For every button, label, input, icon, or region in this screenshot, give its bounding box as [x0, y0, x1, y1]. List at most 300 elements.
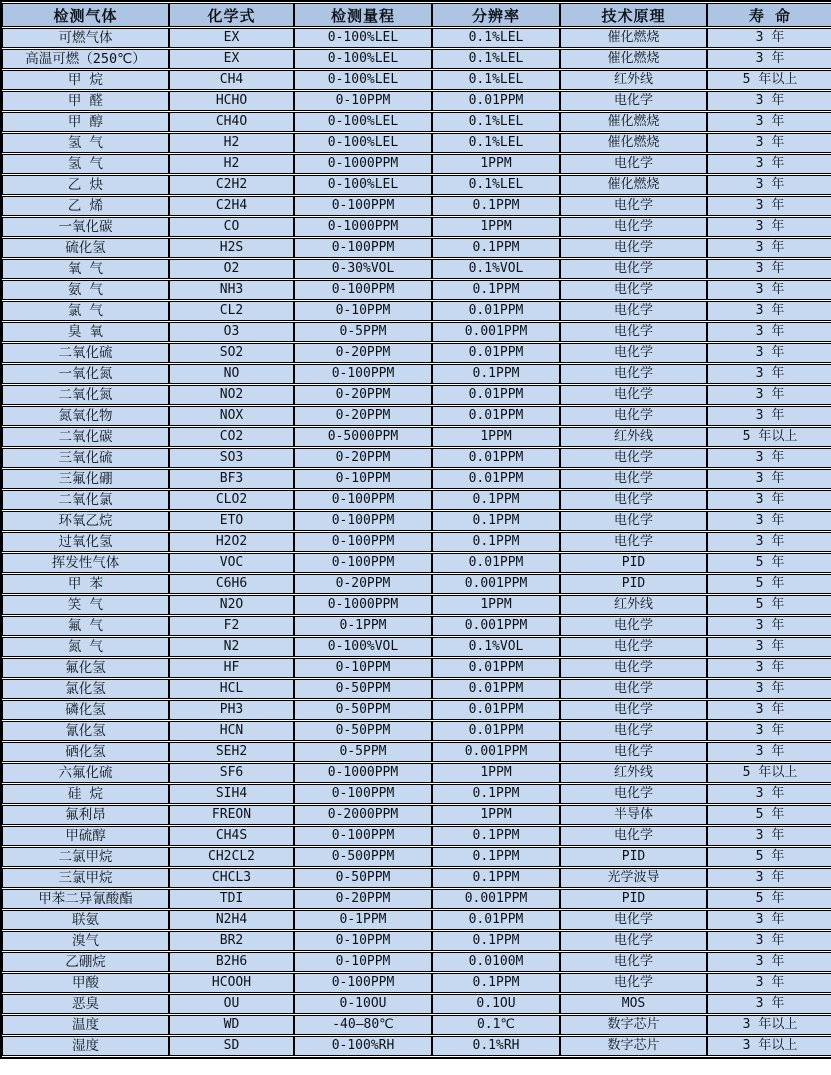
cell-technology-principle: 催化燃烧 — [560, 49, 707, 69]
cell-resolution: 0.01PPM — [432, 343, 560, 363]
column-header-technology-principle: 技术原理 — [560, 3, 707, 27]
cell-detection-gas: 氯化氢 — [2, 679, 169, 699]
cell-lifespan: 3 年 — [707, 175, 831, 195]
cell-lifespan: 3 年 — [707, 952, 831, 972]
cell-detection-range: 0-10PPM — [294, 301, 432, 321]
cell-chemical-formula: SO2 — [169, 343, 294, 363]
table-row — [2, 427, 831, 447]
cell-chemical-formula: EX — [169, 28, 294, 48]
cell-resolution: 1PPM — [432, 154, 560, 174]
cell-lifespan: 3 年 — [707, 742, 831, 762]
cell-detection-range: 0-1000PPM — [294, 217, 432, 237]
cell-technology-principle: 光学波导 — [560, 868, 707, 888]
cell-detection-gas: 乙 烯 — [2, 196, 169, 216]
cell-detection-gas: 二氧化硫 — [2, 343, 169, 363]
table-row — [2, 973, 831, 993]
cell-chemical-formula: TDI — [169, 889, 294, 909]
cell-chemical-formula: N2H4 — [169, 910, 294, 930]
cell-resolution: 0.01PPM — [432, 658, 560, 678]
cell-detection-gas: 可燃气体 — [2, 28, 169, 48]
cell-detection-range: 0-100PPM — [294, 238, 432, 258]
cell-technology-principle: 半导体 — [560, 805, 707, 825]
cell-detection-gas: 溴气 — [2, 931, 169, 951]
cell-detection-gas: 挥发性气体 — [2, 553, 169, 573]
cell-technology-principle: 电化学 — [560, 406, 707, 426]
cell-technology-principle: 电化学 — [560, 322, 707, 342]
cell-technology-principle: 电化学 — [560, 385, 707, 405]
cell-detection-gas: 甲 醛 — [2, 91, 169, 111]
cell-chemical-formula: C2H2 — [169, 175, 294, 195]
cell-detection-gas: 氮 气 — [2, 637, 169, 657]
table-row — [2, 616, 831, 636]
cell-detection-gas: 二氧化氮 — [2, 385, 169, 405]
cell-detection-gas: 硅 烷 — [2, 784, 169, 804]
cell-detection-range: 0-100PPM — [294, 973, 432, 993]
cell-lifespan: 3 年 — [707, 910, 831, 930]
cell-resolution: 0.001PPM — [432, 742, 560, 762]
cell-detection-gas: 氧 气 — [2, 259, 169, 279]
cell-detection-gas: 磷化氢 — [2, 700, 169, 720]
cell-detection-gas: 氟化氢 — [2, 658, 169, 678]
table-row — [2, 406, 831, 426]
cell-detection-gas: 高温可燃（250℃） — [2, 49, 169, 69]
cell-chemical-formula: HCOOH — [169, 973, 294, 993]
cell-chemical-formula: BF3 — [169, 469, 294, 489]
cell-resolution: 0.1PPM — [432, 868, 560, 888]
cell-technology-principle: 红外线 — [560, 70, 707, 90]
cell-resolution: 0.01PPM — [432, 385, 560, 405]
cell-lifespan: 5 年 — [707, 553, 831, 573]
cell-chemical-formula: HCN — [169, 721, 294, 741]
cell-chemical-formula: CL2 — [169, 301, 294, 321]
cell-chemical-formula: WD — [169, 1015, 294, 1035]
cell-resolution: 0.001PPM — [432, 574, 560, 594]
cell-detection-gas: 一氧化碳 — [2, 217, 169, 237]
table-row — [2, 112, 831, 132]
cell-lifespan: 3 年 — [707, 49, 831, 69]
cell-chemical-formula: C2H4 — [169, 196, 294, 216]
cell-chemical-formula: CHCL3 — [169, 868, 294, 888]
cell-resolution: 0.1℃ — [432, 1015, 560, 1035]
cell-lifespan: 3 年 — [707, 826, 831, 846]
table-row — [2, 364, 831, 384]
cell-technology-principle: 电化学 — [560, 700, 707, 720]
table-row — [2, 196, 831, 216]
cell-detection-range: 0-100%LEL — [294, 28, 432, 48]
column-header-lifespan: 寿 命 — [707, 3, 831, 27]
cell-detection-gas: 二氧化碳 — [2, 427, 169, 447]
cell-detection-gas: 硫化氢 — [2, 238, 169, 258]
column-header-detection-gas: 检测气体 — [2, 3, 169, 27]
table-row — [2, 133, 831, 153]
cell-technology-principle: 电化学 — [560, 532, 707, 552]
cell-chemical-formula: FREON — [169, 805, 294, 825]
table-row — [2, 1036, 831, 1056]
cell-detection-gas: 过氧化氢 — [2, 532, 169, 552]
cell-chemical-formula: HCHO — [169, 91, 294, 111]
cell-technology-principle: PID — [560, 553, 707, 573]
cell-resolution: 0.001PPM — [432, 616, 560, 636]
cell-resolution: 0.1PPM — [432, 847, 560, 867]
cell-detection-range: 0-1PPM — [294, 910, 432, 930]
cell-resolution: 0.0100M — [432, 952, 560, 972]
cell-detection-range: 0-100PPM — [294, 784, 432, 804]
cell-resolution: 1PPM — [432, 217, 560, 237]
cell-technology-principle: 电化学 — [560, 259, 707, 279]
cell-detection-gas: 温度 — [2, 1015, 169, 1035]
cell-lifespan: 3 年 — [707, 784, 831, 804]
cell-technology-principle: 电化学 — [560, 931, 707, 951]
cell-chemical-formula: CH2CL2 — [169, 847, 294, 867]
cell-resolution: 0.1PPM — [432, 490, 560, 510]
cell-technology-principle: 红外线 — [560, 595, 707, 615]
cell-lifespan: 3 年 — [707, 973, 831, 993]
table-row — [2, 637, 831, 657]
cell-resolution: 0.1PPM — [432, 784, 560, 804]
cell-resolution: 0.01PPM — [432, 301, 560, 321]
cell-chemical-formula: O2 — [169, 259, 294, 279]
cell-chemical-formula: NO2 — [169, 385, 294, 405]
cell-detection-range: 0-2000PPM — [294, 805, 432, 825]
cell-technology-principle: 电化学 — [560, 448, 707, 468]
cell-detection-range: 0-1000PPM — [294, 154, 432, 174]
cell-resolution: 0.01PPM — [432, 448, 560, 468]
cell-technology-principle: 电化学 — [560, 511, 707, 531]
cell-lifespan: 3 年 — [707, 700, 831, 720]
cell-chemical-formula: SO3 — [169, 448, 294, 468]
cell-lifespan: 3 年 — [707, 364, 831, 384]
cell-resolution: 0.01PPM — [432, 553, 560, 573]
cell-detection-gas: 甲 苯 — [2, 574, 169, 594]
cell-detection-gas: 三氟化硼 — [2, 469, 169, 489]
cell-detection-range: 0-100PPM — [294, 490, 432, 510]
cell-detection-range: 0-10PPM — [294, 469, 432, 489]
cell-lifespan: 3 年 — [707, 322, 831, 342]
cell-technology-principle: 电化学 — [560, 784, 707, 804]
cell-detection-gas: 氟利昂 — [2, 805, 169, 825]
cell-technology-principle: 催化燃烧 — [560, 175, 707, 195]
cell-detection-range: 0-50PPM — [294, 868, 432, 888]
table-row — [2, 574, 831, 594]
cell-chemical-formula: O3 — [169, 322, 294, 342]
cell-technology-principle: 电化学 — [560, 196, 707, 216]
cell-chemical-formula: CH4 — [169, 70, 294, 90]
table-row — [2, 301, 831, 321]
cell-detection-range: 0-5PPM — [294, 742, 432, 762]
cell-resolution: 0.01PPM — [432, 469, 560, 489]
cell-lifespan: 3 年 — [707, 532, 831, 552]
cell-lifespan: 3 年 — [707, 868, 831, 888]
cell-lifespan: 3 年 — [707, 616, 831, 636]
cell-technology-principle: 催化燃烧 — [560, 133, 707, 153]
cell-resolution: 0.1%LEL — [432, 175, 560, 195]
cell-technology-principle: 电化学 — [560, 826, 707, 846]
cell-resolution: 0.1%LEL — [432, 70, 560, 90]
cell-detection-range: 0-20PPM — [294, 889, 432, 909]
cell-chemical-formula: H2 — [169, 154, 294, 174]
cell-lifespan: 3 年 — [707, 217, 831, 237]
table-row — [2, 154, 831, 174]
cell-technology-principle: PID — [560, 847, 707, 867]
cell-detection-gas: 甲苯二异氰酸酯 — [2, 889, 169, 909]
cell-resolution: 0.1PPM — [432, 532, 560, 552]
cell-chemical-formula: H2O2 — [169, 532, 294, 552]
cell-technology-principle: 电化学 — [560, 301, 707, 321]
cell-lifespan: 3 年 — [707, 448, 831, 468]
cell-detection-range: 0-5000PPM — [294, 427, 432, 447]
cell-detection-range: 0-100%LEL — [294, 133, 432, 153]
table-row — [2, 49, 831, 69]
cell-lifespan: 5 年 — [707, 595, 831, 615]
cell-detection-range: 0-100PPM — [294, 364, 432, 384]
table-row — [2, 994, 831, 1014]
cell-technology-principle: 催化燃烧 — [560, 28, 707, 48]
cell-detection-range: 0-100%LEL — [294, 49, 432, 69]
cell-detection-range: 0-100%RH — [294, 1036, 432, 1056]
cell-resolution: 0.01PPM — [432, 721, 560, 741]
cell-resolution: 0.1PPM — [432, 238, 560, 258]
cell-detection-gas: 氢 气 — [2, 133, 169, 153]
cell-resolution: 1PPM — [432, 427, 560, 447]
cell-chemical-formula: CH4O — [169, 112, 294, 132]
table-row — [2, 847, 831, 867]
cell-lifespan: 3 年 — [707, 658, 831, 678]
cell-chemical-formula: SIH4 — [169, 784, 294, 804]
cell-detection-gas: 甲硫醇 — [2, 826, 169, 846]
cell-lifespan: 3 年 — [707, 259, 831, 279]
cell-detection-range: 0-100%LEL — [294, 70, 432, 90]
cell-technology-principle: 电化学 — [560, 721, 707, 741]
table-row — [2, 700, 831, 720]
cell-detection-range: 0-30%VOL — [294, 259, 432, 279]
cell-resolution: 0.1PPM — [432, 931, 560, 951]
cell-resolution: 1PPM — [432, 805, 560, 825]
cell-lifespan: 3 年 — [707, 931, 831, 951]
cell-resolution: 0.1PPM — [432, 196, 560, 216]
cell-detection-gas: 笑 气 — [2, 595, 169, 615]
cell-technology-principle: 电化学 — [560, 217, 707, 237]
cell-detection-gas: 氟 气 — [2, 616, 169, 636]
cell-detection-range: -40—80℃ — [294, 1015, 432, 1035]
cell-technology-principle: 红外线 — [560, 763, 707, 783]
cell-chemical-formula: HCL — [169, 679, 294, 699]
cell-resolution: 0.1PPM — [432, 364, 560, 384]
cell-lifespan: 5 年以上 — [707, 427, 831, 447]
table-row — [2, 70, 831, 90]
table-row — [2, 826, 831, 846]
cell-technology-principle: PID — [560, 889, 707, 909]
cell-chemical-formula: NOX — [169, 406, 294, 426]
cell-detection-range: 0-50PPM — [294, 679, 432, 699]
table-row — [2, 889, 831, 909]
cell-technology-principle: 电化学 — [560, 616, 707, 636]
cell-detection-range: 0-10OU — [294, 994, 432, 1014]
cell-resolution: 0.01PPM — [432, 406, 560, 426]
table-row — [2, 658, 831, 678]
table-row — [2, 553, 831, 573]
cell-resolution: 0.001PPM — [432, 322, 560, 342]
cell-chemical-formula: F2 — [169, 616, 294, 636]
cell-lifespan: 3 年 — [707, 91, 831, 111]
cell-detection-range: 0-100%LEL — [294, 175, 432, 195]
cell-chemical-formula: CO2 — [169, 427, 294, 447]
cell-resolution: 0.1PPM — [432, 280, 560, 300]
cell-technology-principle: 电化学 — [560, 637, 707, 657]
cell-chemical-formula: OU — [169, 994, 294, 1014]
cell-detection-range: 0-500PPM — [294, 847, 432, 867]
cell-lifespan: 3 年 — [707, 385, 831, 405]
cell-chemical-formula: C6H6 — [169, 574, 294, 594]
cell-resolution: 0.1PPM — [432, 973, 560, 993]
cell-detection-range: 0-20PPM — [294, 343, 432, 363]
cell-detection-range: 0-20PPM — [294, 574, 432, 594]
table-row — [2, 322, 831, 342]
cell-detection-range: 0-50PPM — [294, 721, 432, 741]
table-row — [2, 448, 831, 468]
cell-chemical-formula: B2H6 — [169, 952, 294, 972]
cell-detection-gas: 环氧乙烷 — [2, 511, 169, 531]
cell-chemical-formula: CLO2 — [169, 490, 294, 510]
cell-chemical-formula: CH4S — [169, 826, 294, 846]
cell-detection-gas: 甲 烷 — [2, 70, 169, 90]
cell-technology-principle: 电化学 — [560, 364, 707, 384]
cell-technology-principle: 电化学 — [560, 952, 707, 972]
cell-detection-gas: 氢 气 — [2, 154, 169, 174]
cell-detection-range: 0-10PPM — [294, 91, 432, 111]
cell-detection-gas: 氰化氢 — [2, 721, 169, 741]
cell-resolution: 0.1%VOL — [432, 637, 560, 657]
cell-detection-gas: 乙 炔 — [2, 175, 169, 195]
cell-lifespan: 3 年 — [707, 133, 831, 153]
cell-detection-gas: 二氧化氯 — [2, 490, 169, 510]
cell-detection-gas: 湿度 — [2, 1036, 169, 1056]
cell-chemical-formula: PH3 — [169, 700, 294, 720]
cell-detection-gas: 二氯甲烷 — [2, 847, 169, 867]
cell-detection-gas: 氨 气 — [2, 280, 169, 300]
table-row — [2, 1015, 831, 1035]
cell-detection-range: 0-1000PPM — [294, 595, 432, 615]
cell-technology-principle: 数字芯片 — [560, 1015, 707, 1035]
cell-detection-gas: 一氧化氮 — [2, 364, 169, 384]
table-row — [2, 490, 831, 510]
table-row — [2, 469, 831, 489]
cell-resolution: 0.01PPM — [432, 679, 560, 699]
cell-lifespan: 3 年 — [707, 112, 831, 132]
table-row — [2, 532, 831, 552]
cell-technology-principle: 红外线 — [560, 427, 707, 447]
cell-technology-principle: 催化燃烧 — [560, 112, 707, 132]
cell-detection-range: 0-100PPM — [294, 553, 432, 573]
table-row — [2, 910, 831, 930]
table-row — [2, 952, 831, 972]
cell-chemical-formula: N2 — [169, 637, 294, 657]
cell-lifespan: 3 年 — [707, 238, 831, 258]
table-row — [2, 385, 831, 405]
cell-lifespan: 3 年以上 — [707, 1036, 831, 1056]
cell-resolution: 0.1%VOL — [432, 259, 560, 279]
cell-chemical-formula: H2 — [169, 133, 294, 153]
cell-detection-gas: 乙硼烷 — [2, 952, 169, 972]
cell-detection-range: 0-100PPM — [294, 196, 432, 216]
cell-resolution: 0.1%LEL — [432, 28, 560, 48]
cell-detection-range: 0-100%VOL — [294, 637, 432, 657]
cell-resolution: 0.01PPM — [432, 910, 560, 930]
cell-technology-principle: 电化学 — [560, 91, 707, 111]
cell-technology-principle: 电化学 — [560, 469, 707, 489]
cell-technology-principle: PID — [560, 574, 707, 594]
cell-lifespan: 5 年 — [707, 805, 831, 825]
table-row — [2, 868, 831, 888]
cell-resolution: 0.01PPM — [432, 700, 560, 720]
cell-detection-range: 0-20PPM — [294, 406, 432, 426]
cell-resolution: 0.1%RH — [432, 1036, 560, 1056]
cell-resolution: 0.01PPM — [432, 91, 560, 111]
table-row — [2, 259, 831, 279]
cell-chemical-formula: VOC — [169, 553, 294, 573]
cell-detection-range: 0-10PPM — [294, 658, 432, 678]
cell-lifespan: 3 年 — [707, 406, 831, 426]
cell-technology-principle: 电化学 — [560, 742, 707, 762]
cell-detection-gas: 氮氧化物 — [2, 406, 169, 426]
table-body — [2, 28, 831, 1056]
cell-resolution: 0.1%LEL — [432, 133, 560, 153]
cell-chemical-formula: N2O — [169, 595, 294, 615]
cell-lifespan: 3 年 — [707, 196, 831, 216]
cell-lifespan: 3 年 — [707, 679, 831, 699]
cell-lifespan: 5 年 — [707, 574, 831, 594]
cell-chemical-formula: SEH2 — [169, 742, 294, 762]
header-row — [2, 3, 831, 27]
table-row — [2, 280, 831, 300]
table-row — [2, 217, 831, 237]
cell-resolution: 0.1PPM — [432, 511, 560, 531]
cell-detection-gas: 氯 气 — [2, 301, 169, 321]
cell-technology-principle: MOS — [560, 994, 707, 1014]
cell-detection-gas: 恶臭 — [2, 994, 169, 1014]
cell-resolution: 0.1PPM — [432, 826, 560, 846]
cell-detection-range: 0-10PPM — [294, 931, 432, 951]
table-row — [2, 931, 831, 951]
cell-detection-gas: 甲酸 — [2, 973, 169, 993]
cell-technology-principle: 电化学 — [560, 910, 707, 930]
cell-detection-range: 0-5PPM — [294, 322, 432, 342]
cell-lifespan: 5 年以上 — [707, 70, 831, 90]
table-row — [2, 742, 831, 762]
cell-resolution: 1PPM — [432, 595, 560, 615]
cell-lifespan: 3 年 — [707, 469, 831, 489]
cell-technology-principle: 电化学 — [560, 280, 707, 300]
cell-detection-range: 0-20PPM — [294, 385, 432, 405]
table-row — [2, 91, 831, 111]
table-row — [2, 721, 831, 741]
column-header-resolution: 分辨率 — [432, 3, 560, 27]
cell-technology-principle: 电化学 — [560, 658, 707, 678]
cell-lifespan: 5 年 — [707, 889, 831, 909]
cell-lifespan: 3 年 — [707, 511, 831, 531]
cell-chemical-formula: ETO — [169, 511, 294, 531]
cell-lifespan: 3 年 — [707, 490, 831, 510]
cell-chemical-formula: EX — [169, 49, 294, 69]
cell-detection-gas: 六氟化硫 — [2, 763, 169, 783]
cell-lifespan: 3 年 — [707, 301, 831, 321]
cell-technology-principle: 电化学 — [560, 154, 707, 174]
cell-technology-principle: 电化学 — [560, 973, 707, 993]
cell-detection-gas: 三氯甲烷 — [2, 868, 169, 888]
cell-lifespan: 3 年 — [707, 343, 831, 363]
cell-detection-range: 0-100PPM — [294, 826, 432, 846]
cell-chemical-formula: NH3 — [169, 280, 294, 300]
cell-chemical-formula: H2S — [169, 238, 294, 258]
